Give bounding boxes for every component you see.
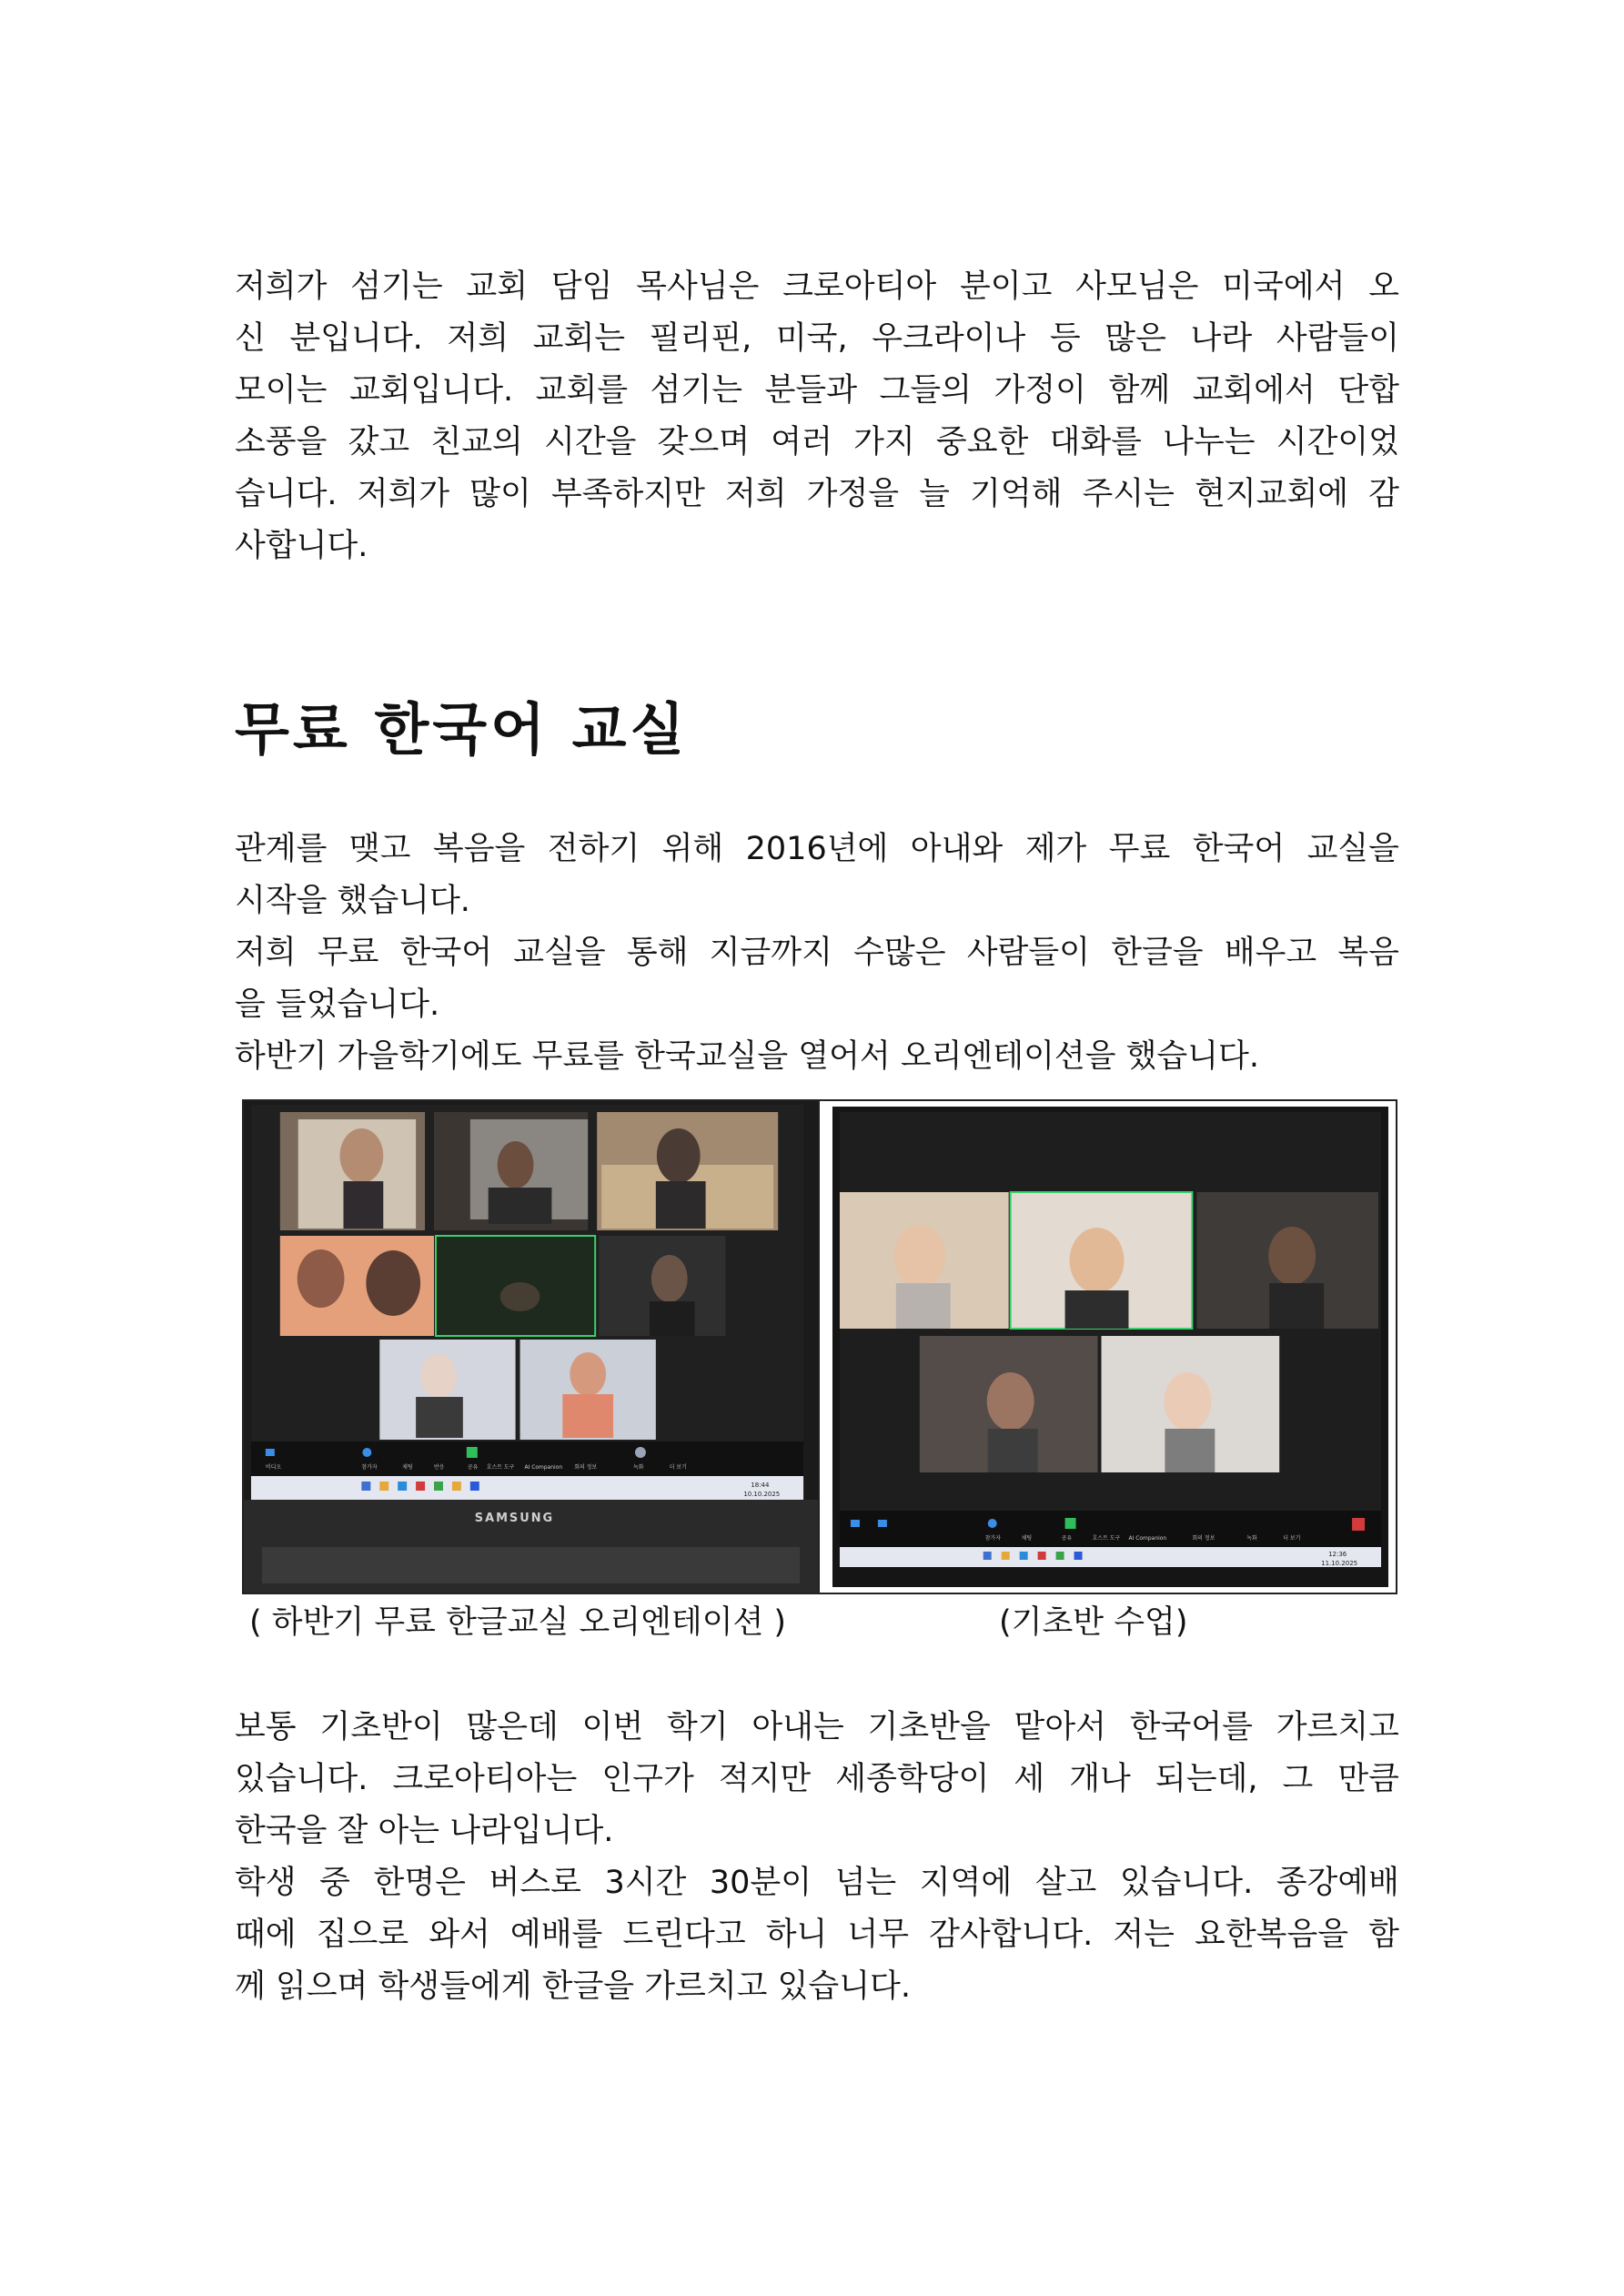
toolbar-label: 반응 — [434, 1463, 445, 1472]
basic-class-photo — [820, 1101, 1396, 1593]
section-title: 무료 한국어 교실 — [235, 696, 689, 763]
taskbar-clock: 12:36 — [1328, 1550, 1347, 1559]
toolbar-label: 호스트 도구 — [486, 1463, 515, 1472]
video-icon — [878, 1520, 887, 1527]
samsung-logo: SAMSUNG — [474, 1511, 555, 1526]
text-line: 사합니다. — [235, 528, 368, 564]
text-line: 학생 중 한명은 버스로 3시간 30분이 넘는 지역에 살고 있습니다. 종강예배 — [235, 1865, 1399, 1901]
text-line: 보통 기초반이 많은데 이번 학기 아내는 기초반을 맡아서 한국어를 가르치고 — [235, 1709, 1399, 1745]
text-line: 을 들었습니다. — [235, 986, 440, 1023]
text-line: 관계를 맺고 복음을 전하기 위해 2016년에 아내와 제가 무료 한국어 교실을 — [235, 831, 1399, 867]
toolbar-label: 채팅 — [402, 1463, 413, 1472]
text-line: 하반기 가을학기에도 무료를 한국교실을 열어서 오리엔테이션을 했습니다. — [235, 1038, 1259, 1075]
toolbar-label: AI Companion — [524, 1463, 563, 1472]
toolbar-label: 채팅 — [1021, 1534, 1033, 1542]
text-line: 습니다. 저희가 많이 부족하지만 저희 가정을 늘 기억해 주시는 현지교회에 감 — [235, 476, 1399, 512]
section-paragraph — [235, 824, 1399, 1083]
left-photo-caption: ( 하반기 무료 한글교실 오리엔테이션 ) — [249, 1604, 787, 1641]
toolbar-label: 비디오 — [265, 1463, 282, 1472]
text-line: 시작을 했습니다. — [235, 883, 470, 919]
right-photo-caption: (기초반 수업) — [999, 1604, 1188, 1641]
text-line: 신 분입니다. 저희 교회는 필리핀, 미국, 우크라이나 등 많은 나라 사람들이 — [235, 320, 1399, 357]
toolbar-label: 공유 — [467, 1463, 479, 1472]
text-line: 소풍을 갔고 친교의 시간을 갖으며 여러 가지 중요한 대화를 나누는 시간이었 — [235, 424, 1399, 460]
share-icon — [467, 1447, 478, 1458]
participants-icon — [362, 1448, 371, 1457]
toolbar-label: 녹화 — [1246, 1534, 1257, 1542]
toolbar-label: 호스트 도구 — [1092, 1534, 1121, 1542]
leave-icon — [1352, 1518, 1365, 1531]
participants-icon — [988, 1519, 997, 1528]
mic-icon — [851, 1520, 860, 1527]
basic-class-photo-image — [820, 1101, 1396, 1593]
text-line: 있습니다. 크로아티아는 인구가 적지만 세종학당이 세 개나 되는데, 그 만큼 — [235, 1761, 1399, 1797]
toolbar-label: 공유 — [1061, 1534, 1073, 1542]
text-line: 저희 무료 한국어 교실을 통해 지금까지 수많은 사람들이 한글을 배우고 복음 — [235, 935, 1399, 971]
toolbar-label: 회의 정보 — [574, 1463, 598, 1472]
toolbar-label: AI Companion — [1128, 1534, 1167, 1542]
taskbar-date: 10.10.2025 — [743, 1490, 781, 1499]
text-line: 께 읽으며 학생들에게 한글을 가르치고 있습니다. — [235, 1968, 911, 2005]
intro-paragraph — [235, 261, 1399, 572]
toolbar-label: 녹화 — [632, 1463, 644, 1472]
text-line: 모이는 교회입니다. 교회를 섬기는 분들과 그들의 가정이 함께 교회에서 단합 — [235, 372, 1399, 409]
toolbar-label: 더 보기 — [1283, 1534, 1301, 1542]
orientation-photo-image — [244, 1101, 818, 1593]
video-icon — [266, 1449, 275, 1456]
photo-table — [242, 1099, 1397, 1594]
toolbar-label: 회의 정보 — [1192, 1534, 1215, 1542]
text-line: 한국을 잘 아는 나라입니다. — [235, 1813, 614, 1849]
taskbar-date: 11.10.2025 — [1321, 1559, 1358, 1568]
toolbar-label: 더 보기 — [669, 1463, 687, 1472]
taskbar-clock: 18:44 — [751, 1481, 770, 1490]
record-icon — [635, 1447, 646, 1458]
text-line: 때에 집으로 와서 예배를 드린다고 하니 너무 감사합니다. 저는 요한복음을 함 — [235, 1917, 1399, 1953]
orientation-photo — [244, 1101, 820, 1593]
share-icon — [1065, 1518, 1076, 1529]
text-line: 저희가 섬기는 교회 담임 목사님은 크로아티아 분이고 사모님은 미국에서 오 — [235, 268, 1399, 305]
closing-paragraph — [235, 1702, 1399, 2013]
toolbar-label: 참가자 — [984, 1534, 1002, 1542]
toolbar-label: 참가자 — [361, 1463, 378, 1472]
